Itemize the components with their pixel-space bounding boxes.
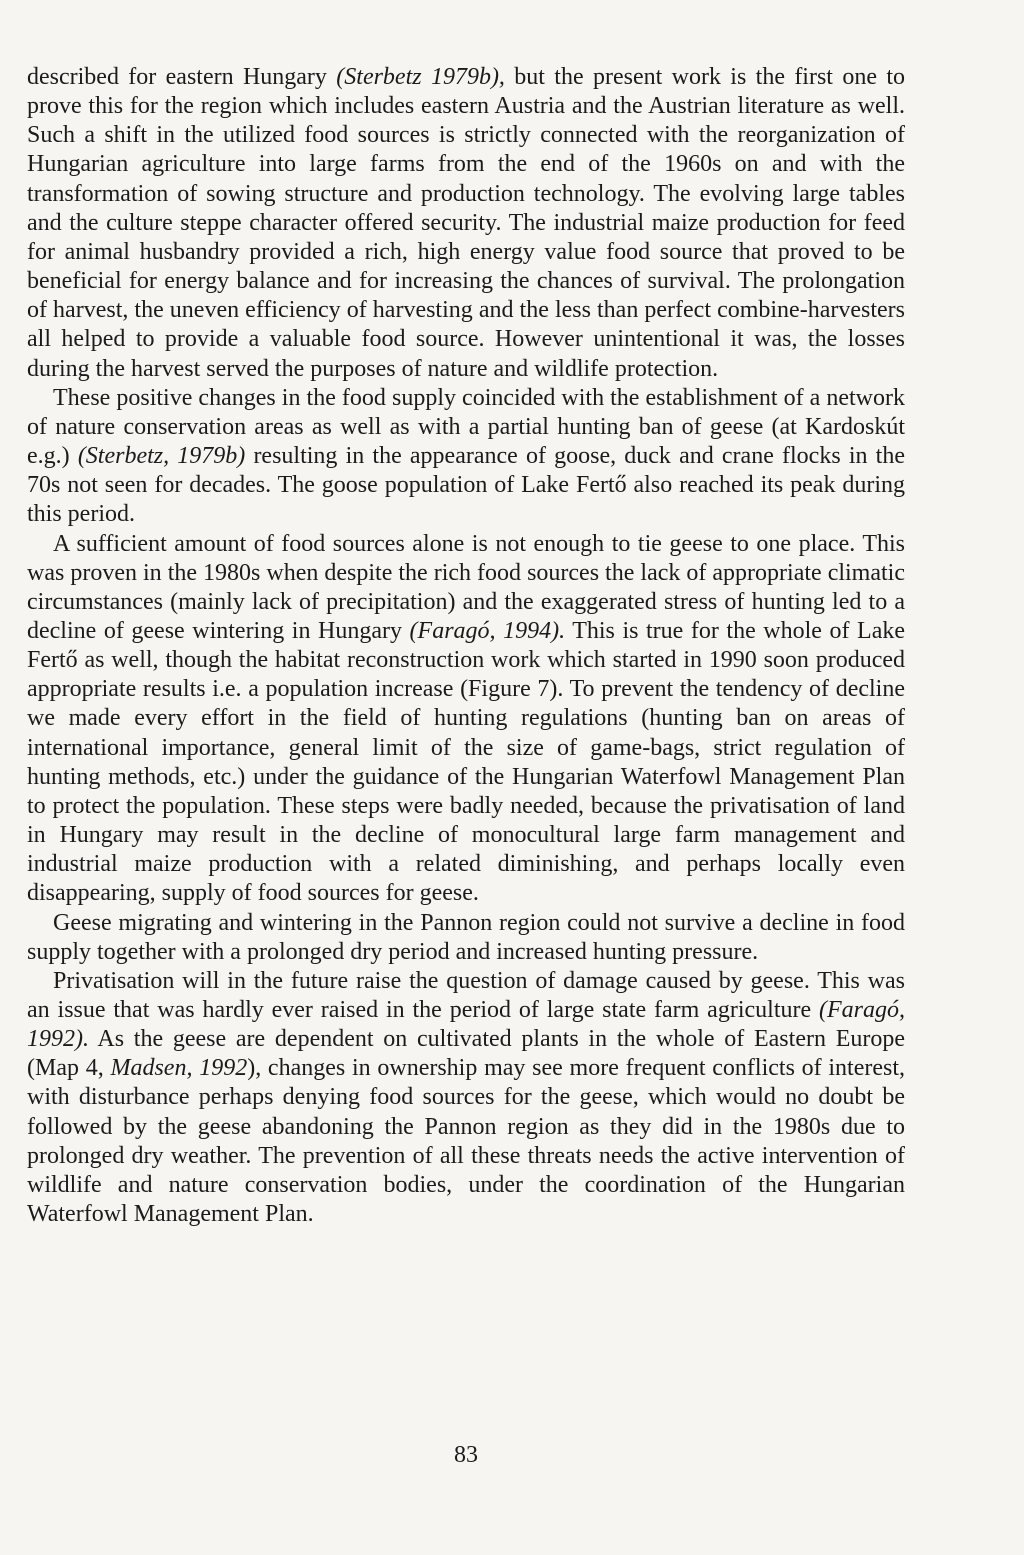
text-run: A sufficient amount of food sources alone is not enough to tie geese to one place. This was proven in the 1980s when despite the rich food sources the lack of appropriate climatic circumstances (mainly lack of precipitation) and the exaggerated stress of hunting led to a decline of geese wintering in Hungary [27, 530, 905, 644]
text-run: described for eastern Hungary [27, 64, 337, 90]
citation: (Faragó, 1994). [409, 617, 566, 644]
citation: (Sterbetz, 1979b) [77, 443, 246, 470]
text-run: These positive changes in the food supply coincided with the establishment of a network of nature conservation areas as well as with a partial hunting ban of geese (at Kardoskút e.g.) [27, 384, 905, 470]
citation: (Sterbetz 1979b), [336, 64, 505, 90]
text-run: Privatisation will in the future raise the question of damage caused by geese. This was an issue that was hardly ever raised in the period of large state farm agriculture [27, 967, 905, 1023]
citation: (Faragó, 1992). [27, 997, 905, 1053]
text-run: Geese migrating and wintering in the Pannon region could not survive a decline in food supply together with a prolonged dry period and increased hunting pressure. [27, 909, 905, 965]
citation: Madsen, 1992 [110, 1055, 248, 1082]
paragraph-5 [27, 967, 905, 1229]
text-run: This is true for the whole of Lake Fertő as well, though the habitat reconstruction work which started in 1990 soon produced appropriate results i.e. a population increase (Figure 7). To prevent the tendency of decline we made every effort in the field of hunting regulations (hunting ban on areas of international importance, general limit of the size of game-bags, strict regulation of hunting methods, etc.) under the guidance of the Hungarian Waterfowl Management Plan to protect the population. These steps were badly needed, because the privatisation of land in Hungary may result in the decline of monocultural large farm management and industrial maize production with a related diminishing, and perhaps locally even disappearing, supply of food sources for geese. [27, 617, 906, 907]
text-run: resulting in the appearance of goose, duck and crane flocks in the 70s not seen for decades. The goose population of Lake Fertő also reached its peak during this period. [27, 443, 905, 528]
paragraph-2 [27, 384, 905, 530]
paragraph-4 [27, 909, 905, 967]
text-run: ), changes in ownership may see more frequent conflicts of interest, with disturbance perhaps denying food sources for the geese, which would no doubt be followed by the geese abandoning the Pannon region as they did in the 1980s due to prolonged dry weather. The prevention of all these threats needs the active intervention of wildlife and nature conservation bodies, under the coordination of the Hungarian Waterfowl Management Plan. [27, 1055, 906, 1228]
text-run: but the present work is the first one to prove this for the region which includes eastern Austria and the Austrian literature as well. Such a shift in the utilized food sources is strictly connected with the reorganization of Hungarian agriculture into large farms from the end of the 1960s on and with the transformation of sowing structure and production technology. The evolving large tables and the culture steppe character offered security. The industrial maize production for feed for animal husbandry provided a rich, high energy value food source that proved to be beneficial for energy balance and for increasing the chances of survival. The prolongation of harvest, the uneven efficiency of harvesting and the less than perfect combine-harvesters all helped to provide a valuable food source. However unintentional it was, the losses during the harvest served the purposes of nature and wildlife protection. [27, 64, 905, 382]
body-text [27, 63, 905, 1229]
page-number: 83 [454, 1442, 478, 1468]
paragraph-1 [27, 63, 905, 384]
paragraph-3 [27, 530, 905, 909]
text-run: As the geese are dependent on cultivated plants in the whole of Eastern Europe (Map 4, [27, 1026, 905, 1082]
